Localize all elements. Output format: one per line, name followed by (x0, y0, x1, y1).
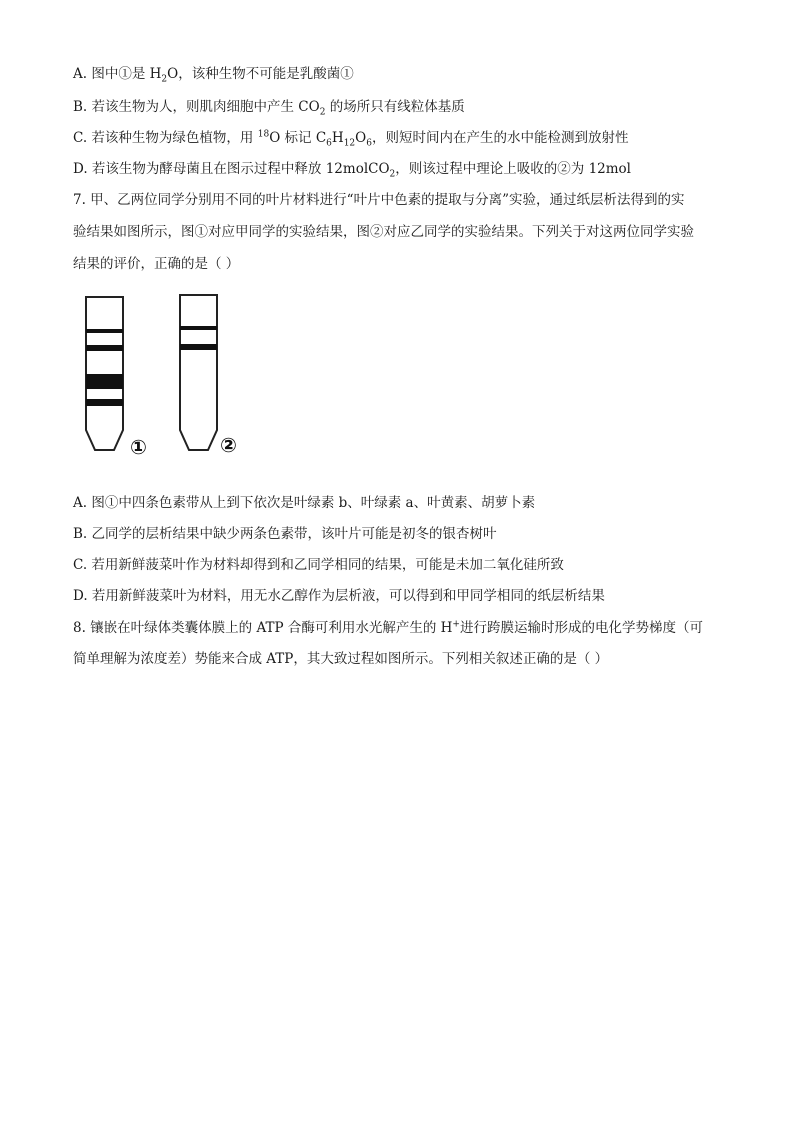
q6-option-d: D. 若该生物为酵母菌且在图示过程中释放 12molCO$_2$，则该过程中理论上吸收的②为 12mol (73, 161, 631, 180)
q7-option-c: C. 若用新鲜菠菜叶作为材料却得到和乙同学相同的结果，可能是未加二氧化硅所致 (73, 557, 564, 573)
q8-stem-line-2: 简单理解为浓度差）势能来合成 ATP，其大致过程如图所示。下列相关叙述正确的是（ ） (73, 651, 609, 667)
q6-option-c: C. 若该种生物为绿色植物，用 $^{18}$O 标记 $C_6H_{12}O_6$，则短时间内在产生的水中能检测到放射性 (73, 129, 629, 149)
strip-2-band-1 (180, 326, 217, 330)
strip-1-label: ① (130, 435, 147, 459)
q6-option-b: B. 若该生物为人，则肌肉细胞中产生 $CO_2$ 的场所只有线粒体基质 (73, 99, 465, 118)
strip-1-outline (86, 297, 123, 450)
q7-stem-line-3: 结果的评价，正确的是（ ） (73, 256, 240, 272)
chromatography-figure (78, 292, 248, 462)
strip-2-band-2 (180, 344, 217, 350)
strip-2-outline (180, 295, 217, 450)
q7-option-d: D. 若用新鲜菠菜叶为材料，用无水乙醇作为层析液，可以得到和甲同学相同的纸层析结果 (73, 588, 605, 604)
strip-1-band-3 (86, 374, 123, 389)
strip-1-band-1 (86, 329, 123, 333)
q7-option-a: A. 图①中四条色素带从上到下依次是叶绿素 b、叶绿素 a、叶黄素、胡萝卜素 (73, 495, 536, 511)
q7-stem-line-1: 7. 甲、乙两位同学分别用不同的叶片材料进行“叶片中色素的提取与分离”实验，通过纸层析法得到的实 (73, 192, 685, 208)
q8-stem-line-1: 8. 镶嵌在叶绿体类囊体膜上的 ATP 合酶可利用水光解产生的 H+进行跨膜运输时形成的电化学势梯度（可 (73, 619, 703, 636)
strip-2-label: ② (220, 433, 237, 457)
q7-stem-line-2: 验结果如图所示，图①对应甲同学的实验结果，图②对应乙同学的实验结果。下列关于对这两位同学实验 (73, 224, 694, 240)
strip-1-band-2 (86, 345, 123, 351)
strip-1-band-4 (86, 399, 123, 406)
q6-option-a: A. 图中①是 $H_2O$，该种生物不可能是乳酸菌① (73, 66, 354, 85)
chromatography-strips (78, 292, 248, 462)
q7-option-b: B. 乙同学的层析结果中缺少两条色素带，该叶片可能是初冬的银杏树叶 (73, 526, 497, 542)
